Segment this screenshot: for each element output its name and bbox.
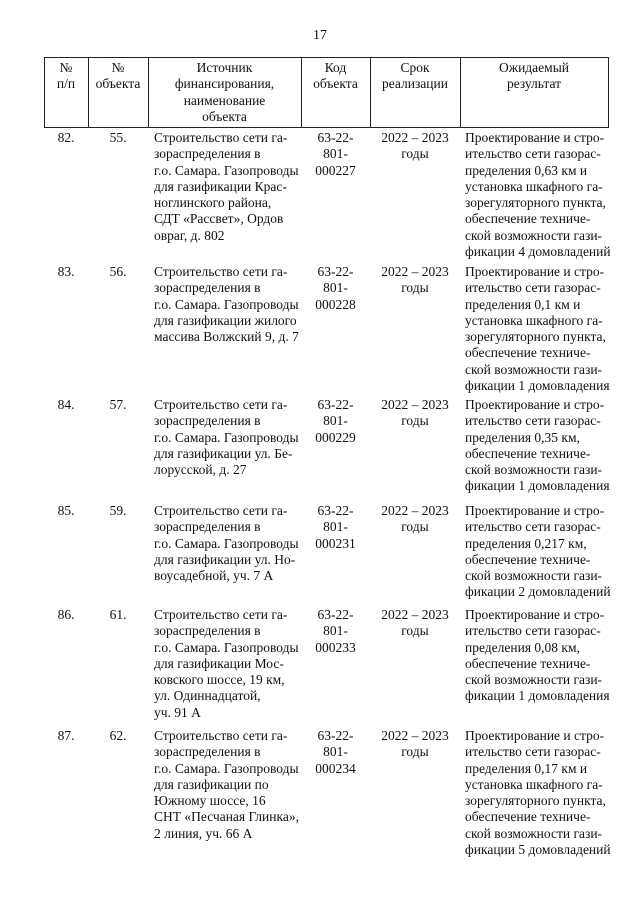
cell-line: 2022 – 2023 [381, 264, 449, 279]
cell-line: обеспечение техниче- [465, 211, 591, 227]
header-num: № п/п [56, 60, 76, 92]
cell-line: для газификации по [154, 776, 269, 792]
period-cell [370, 397, 460, 430]
cell-line: фикации 4 домовладений [465, 244, 611, 260]
code-cell [301, 397, 370, 446]
cell-line: обеспечение техниче- [465, 655, 591, 671]
cell-line: уч. 91 А [154, 704, 201, 720]
cell-line: фикации 1 домовладения [465, 688, 610, 704]
cell-line: 2 линия, уч. 66 А [154, 825, 253, 841]
cell-line: 2022 – 2023 [381, 728, 449, 743]
cell-line: обеспечение техниче- [465, 809, 591, 825]
cell-line: зораспределения в [154, 413, 261, 429]
cell-line: овраг, д. 802 [154, 227, 225, 243]
cell-line: ительство сети газорас- [465, 519, 601, 535]
cell-line: фикации 1 домовладения [465, 478, 610, 494]
object-number-cell: 57. [109, 397, 127, 412]
cell-line: установка шкафного га- [465, 312, 603, 328]
period-cell [370, 728, 460, 761]
row-number-cell: 82. [57, 130, 75, 145]
header-period: Срок реализации [382, 60, 448, 92]
cell-line: пределения 0,08 км, [465, 639, 580, 655]
cell-line: Строительство сети га- [154, 503, 288, 518]
cell-line: Проектирование и стро- [465, 607, 605, 622]
cell-line: ковского шоссе, 19 км, [154, 672, 285, 688]
cell-line: Проектирование и стро- [465, 264, 605, 279]
cell-line: пределения 0,1 км и [465, 296, 581, 312]
cell-line: 801- [323, 744, 348, 760]
cell-line: годы [401, 744, 429, 760]
cell-line: ской возможности гази- [465, 672, 603, 688]
cell-line: ительство сети газорас- [465, 280, 601, 296]
cell-line: 000234 [315, 760, 356, 776]
cell-line: годы [401, 623, 429, 639]
object-number-cell: 62. [109, 728, 127, 743]
cell-line: ской возможности гази- [465, 825, 603, 841]
cell-line: ноглинского района, [154, 195, 272, 211]
cell-line: г.о. Самара. Газопроводы [154, 639, 299, 655]
cell-line: зорегуляторного пункта, [465, 195, 606, 211]
cell-line: 801- [323, 623, 348, 639]
cell-line: для газификации жилого [154, 312, 297, 328]
result-cell [465, 607, 615, 705]
cell-line: 63-22- [317, 728, 354, 743]
result-cell [465, 728, 615, 858]
cell-line: Проектирование и стро- [465, 130, 605, 145]
cell-line: Строительство сети га- [154, 397, 288, 412]
cell-line: 2022 – 2023 [381, 130, 449, 145]
cell-line: пределения 0,17 км и [465, 760, 588, 776]
cell-line: 801- [323, 146, 348, 162]
row-number-cell: 87. [57, 728, 75, 743]
cell-line: г.о. Самара. Газопроводы [154, 760, 299, 776]
cell-line: 801- [323, 280, 348, 296]
code-cell [301, 607, 370, 656]
row-number-cell: 85. [57, 503, 75, 518]
period-cell [370, 264, 460, 297]
cell-line: лорусской, д. 27 [154, 462, 247, 478]
cell-line: ской возможности гази- [465, 568, 603, 584]
cell-line: Строительство сети га- [154, 607, 288, 622]
result-cell [465, 503, 615, 601]
cell-line: г.о. Самара. Газопроводы [154, 296, 299, 312]
cell-line: пределения 0,35 км, [465, 429, 580, 445]
cell-line: 000233 [315, 639, 356, 655]
source-cell [154, 503, 304, 584]
cell-line: Проектирование и стро- [465, 503, 605, 518]
cell-line: для газификации Крас- [154, 178, 287, 194]
header-source: Источник финансирования, наименование объекта [174, 60, 275, 124]
cell-line: массива Волжский 9, д. 7 [154, 329, 299, 345]
header-result: Ожидаемый результат [499, 60, 569, 92]
source-cell [154, 264, 304, 345]
cell-line: ул. Одиннадцатой, [154, 688, 261, 704]
cell-line: ительство сети газорас- [465, 744, 601, 760]
code-cell [301, 264, 370, 313]
cell-line: ской возможности гази- [465, 361, 603, 377]
source-cell [154, 130, 304, 244]
cell-line: обеспечение техниче- [465, 551, 591, 567]
cell-line: зораспределения в [154, 146, 261, 162]
cell-line: СНТ «Песчаная Глинка», [154, 809, 299, 825]
cell-line: зораспределения в [154, 623, 261, 639]
cell-line: воусадебной, уч. 7 А [154, 568, 274, 584]
cell-line: 2022 – 2023 [381, 607, 449, 622]
cell-line: для газификации ул. Но- [154, 551, 296, 567]
cell-line: годы [401, 146, 429, 162]
cell-line: 2022 – 2023 [381, 503, 449, 518]
cell-line: 63-22- [317, 264, 354, 279]
cell-line: г.о. Самара. Газопроводы [154, 535, 299, 551]
cell-line: Южному шоссе, 16 [154, 793, 266, 809]
object-number-cell: 59. [109, 503, 127, 518]
cell-line: ительство сети газорас- [465, 623, 601, 639]
cell-line: зорегуляторного пункта, [465, 793, 606, 809]
cell-line: СДТ «Рассвет», Ордов [154, 211, 284, 227]
cell-line: ительство сети газорас- [465, 146, 601, 162]
cell-line: 63-22- [317, 130, 354, 145]
cell-line: 000229 [315, 429, 356, 445]
column-divider [608, 57, 609, 128]
code-cell [301, 130, 370, 179]
cell-line: установка шкафного га- [465, 178, 603, 194]
result-cell [465, 130, 615, 260]
header-bottom-border [44, 127, 609, 128]
source-cell [154, 728, 304, 842]
source-cell [154, 397, 304, 478]
period-cell [370, 503, 460, 536]
cell-line: для газификации Мос- [154, 655, 284, 671]
cell-line: пределения 0,63 км и [465, 162, 588, 178]
object-number-cell: 55. [109, 130, 127, 145]
cell-line: 000231 [315, 535, 356, 551]
period-cell [370, 607, 460, 640]
header-object-num: № объекта [95, 60, 141, 92]
cell-line: Строительство сети га- [154, 728, 288, 743]
cell-line: зораспределения в [154, 744, 261, 760]
cell-line: 63-22- [317, 607, 354, 622]
cell-line: фикации 2 домовладений [465, 584, 611, 600]
cell-line: установка шкафного га- [465, 776, 603, 792]
source-cell [154, 607, 304, 721]
cell-line: фикации 5 домовладений [465, 842, 611, 858]
cell-line: зораспределения в [154, 519, 261, 535]
result-cell [465, 264, 615, 394]
cell-line: фикации 1 домовладения [465, 378, 610, 394]
cell-line: ительство сети газорас- [465, 413, 601, 429]
cell-line: 801- [323, 413, 348, 429]
code-cell [301, 728, 370, 777]
cell-line: Проектирование и стро- [465, 728, 605, 743]
cell-line: для газификации ул. Бе- [154, 445, 293, 461]
period-cell [370, 130, 460, 163]
cell-line: 000228 [315, 296, 356, 312]
cell-line: ской возможности гази- [465, 462, 603, 478]
result-cell [465, 397, 615, 495]
row-number-cell: 83. [57, 264, 75, 279]
cell-line: зораспределения в [154, 280, 261, 296]
cell-line: 801- [323, 519, 348, 535]
cell-line: 63-22- [317, 397, 354, 412]
cell-line: обеспечение техниче- [465, 345, 591, 361]
cell-line: г.о. Самара. Газопроводы [154, 162, 299, 178]
code-cell [301, 503, 370, 552]
cell-line: годы [401, 519, 429, 535]
cell-line: зорегуляторного пункта, [465, 329, 606, 345]
cell-line: пределения 0,217 км, [465, 535, 587, 551]
cell-line: обеспечение техниче- [465, 445, 591, 461]
object-number-cell: 61. [109, 607, 127, 622]
page-number: 17 [313, 28, 327, 43]
cell-line: Строительство сети га- [154, 264, 288, 279]
cell-line: г.о. Самара. Газопроводы [154, 429, 299, 445]
cell-line: Строительство сети га- [154, 130, 288, 145]
cell-line: ской возможности гази- [465, 227, 603, 243]
cell-line: 2022 – 2023 [381, 397, 449, 412]
cell-line: годы [401, 280, 429, 296]
header-code: Код объекта [313, 60, 358, 92]
row-number-cell: 86. [57, 607, 75, 622]
cell-line: Проектирование и стро- [465, 397, 605, 412]
table-top-border [44, 57, 609, 58]
cell-line: 63-22- [317, 503, 354, 518]
row-number-cell: 84. [57, 397, 75, 412]
cell-line: годы [401, 413, 429, 429]
cell-line: 000227 [315, 162, 356, 178]
object-number-cell: 56. [109, 264, 127, 279]
